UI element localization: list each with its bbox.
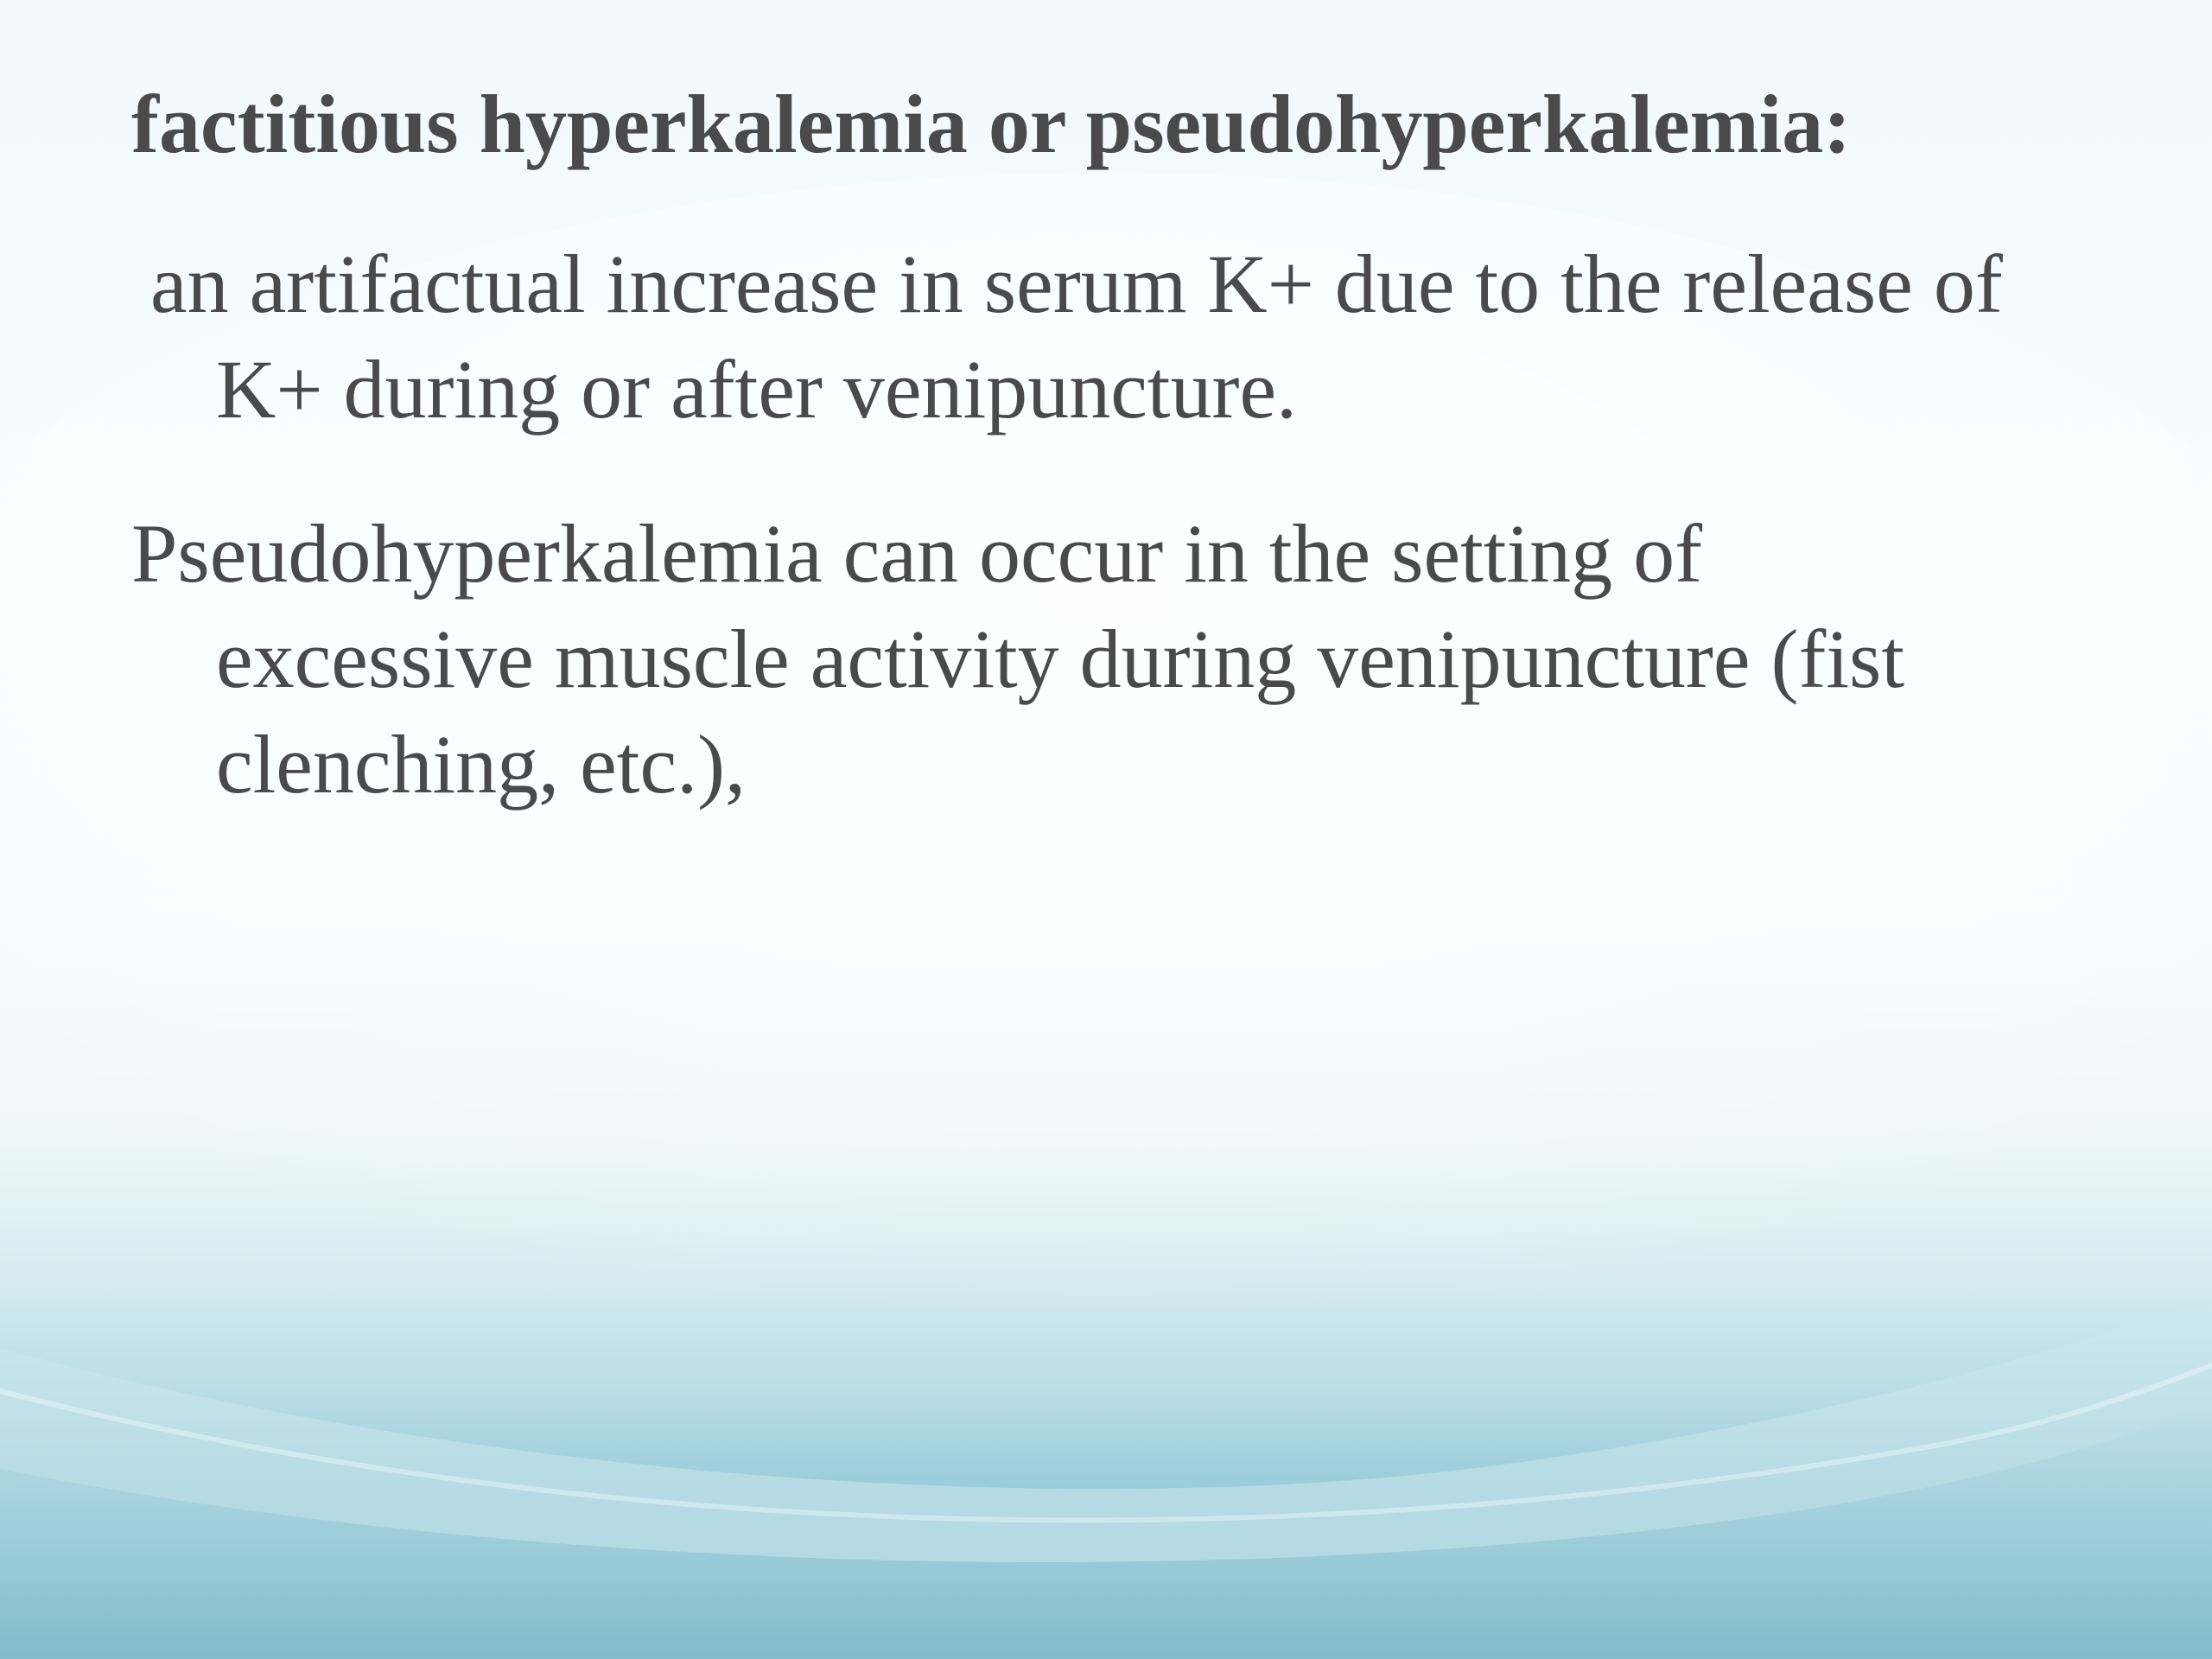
cause-line-3: clenching, etc.), (216, 718, 747, 810)
slide-heading: factitious hyperkalemia or pseudohyperkalemia: (131, 78, 1852, 170)
definition-line-1: an artifactual increase in serum K+ due to the release of (150, 238, 2003, 330)
definition-line-2: K+ during or after venipuncture. (216, 343, 1298, 435)
cause-line-2: excessive muscle activity during venipuncture (fist (216, 613, 1905, 705)
cause-line-1: Pseudohyperkalemia can occur in the setting of (131, 507, 1703, 600)
definition-paragraph (150, 232, 2103, 442)
cause-paragraph (131, 501, 2119, 817)
